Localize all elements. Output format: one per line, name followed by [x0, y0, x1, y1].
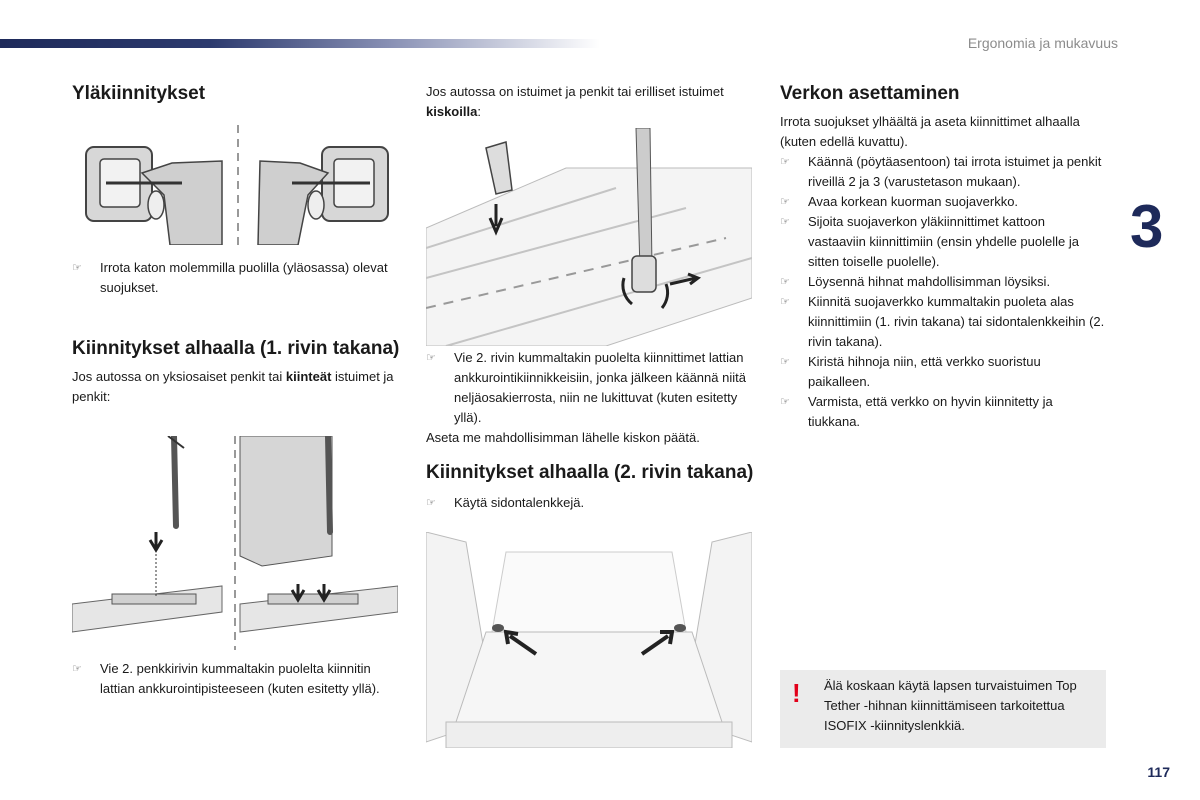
- left-column: [72, 84, 402, 104]
- list-item: ☞ Kiristä hihnoja niin, että verkko suoristuu paikalleen.: [780, 352, 1106, 392]
- warning-box: [780, 670, 1106, 748]
- heading-upper-anchors: Yläkiinnitykset: [72, 83, 206, 104]
- heading-lower-row2: Kiinnitykset alhaalla (2. rivin takana): [426, 462, 754, 483]
- cargo-area-figure: [426, 532, 752, 748]
- warning-icon: !: [792, 678, 801, 708]
- bullet-remove-covers: ☞ Irrota katon molemmilla puolilla (yläosassa) olevat suojukset.: [72, 258, 402, 298]
- paragraph-net-intro: Irrota suojukset ylhäältä ja aseta kiinnittimet alhaalla (kuten edellä kuvattu).: [780, 114, 1080, 149]
- floor-anchor-figure-1: [72, 436, 398, 650]
- list-item: ☞ Avaa korkean kuorman suojaverkko.: [780, 192, 1106, 212]
- list-item: ☞ Sijoita suojaverkon yläkiinnittimet kattoon vastaaviin kiinnittimiin (ensin yhdelle puolelle ja sitten toiselle puolelle).: [780, 212, 1106, 272]
- chapter-number: 3: [1130, 193, 1164, 260]
- header-bar: [0, 39, 600, 48]
- list-item: ☞ Kiinnitä suojaverkko kummaltakin puoleta alas kiinnittimiin (1. rivin takana) tai sidontalenkkeihin (2. rivin takana).: [780, 292, 1106, 352]
- rail-anchor-figure: [426, 128, 752, 346]
- page-number: 117: [1147, 764, 1170, 780]
- bullet-tie-downs: ☞ Käytä sidontalenkkejä.: [426, 493, 756, 513]
- warning-text: Älä koskaan käytä lapsen turvaistuimen Top Tether -hihnan kiinnittämiseen tarkoitettua ISOFIX -kiinnityslenkkiä.: [824, 678, 1077, 733]
- paragraph-rail-seats: Jos autossa on istuimet ja penkit tai erilliset istuimet kiskoilla:: [426, 84, 724, 119]
- list-item: ☞ Varmista, että verkko on hyvin kiinnitetty ja tiukkana.: [780, 392, 1106, 432]
- bullet-rail-anchors: ☞ Vie 2. rivin kummaltakin puolelta kiinnittimet lattian ankkurointikiinnikkeisiin, jonka jälkeen käännä niitä neljäosakierrosta, niin ne lukittuvat (kuten esitetty yllä).: [426, 348, 756, 428]
- heading-net-setup: Verkon asettaminen: [780, 83, 960, 104]
- bullet-row2-anchor: ☞ Vie 2. penkkirivin kummaltakin puolelta kiinnitin lattian ankkurointipisteeseen (kuten esitetty yllä).: [72, 659, 402, 699]
- paragraph-rail-end: Aseta me mahdollisimman lähelle kiskon päätä.: [426, 430, 700, 445]
- heading-lower-row1: Kiinnitykset alhaalla (1. rivin takana): [72, 338, 400, 359]
- paragraph-fixed-seats: Jos autossa on yksiosaiset penkit tai kiinteät istuimet ja penkit:: [72, 369, 394, 404]
- list-item: ☞ Löysennä hihnat mahdollisimman löysiksi.: [780, 272, 1106, 292]
- list-item: ☞ Käännä (pöytäasentoon) tai irrota istuimet ja penkit riveillä 2 ja 3 (varustetason mukaan).: [780, 152, 1106, 192]
- upper-anchors-figure: [72, 125, 398, 245]
- chapter-title: Ergonomia ja mukavuus: [967, 35, 1118, 51]
